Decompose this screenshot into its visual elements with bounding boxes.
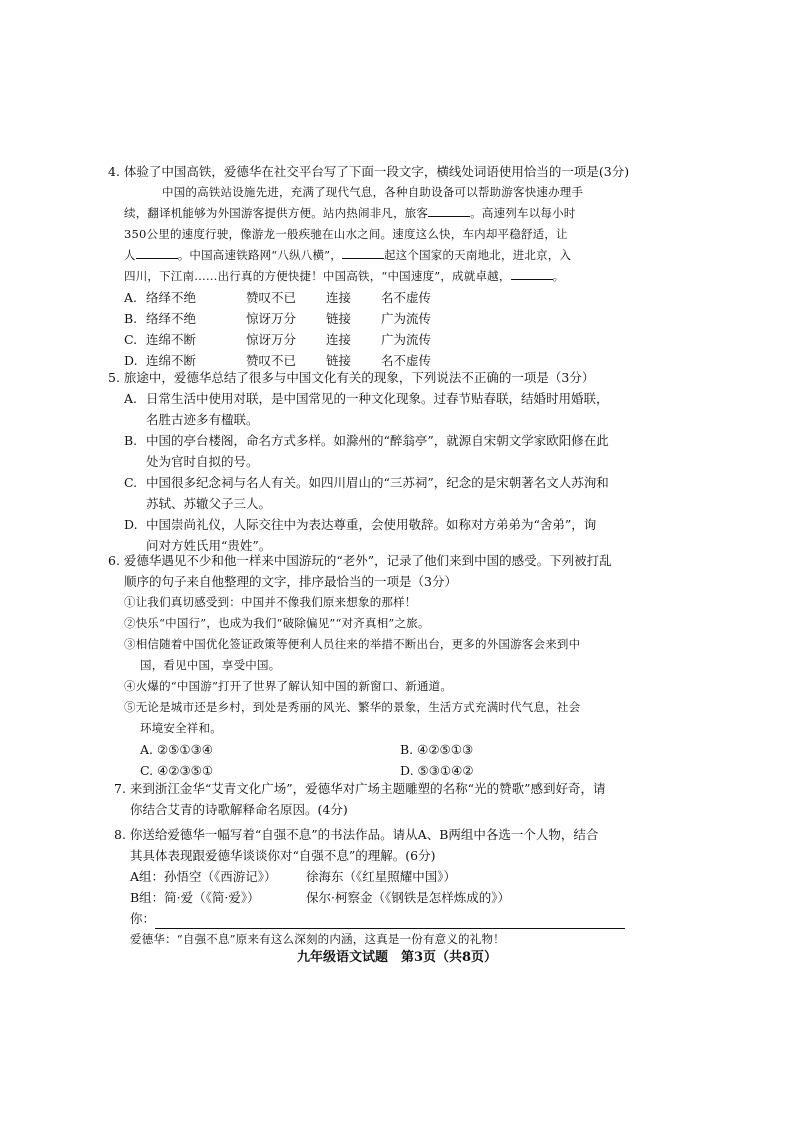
option-d[interactable]: D. 中国崇尚礼仪，人际交往中为表达尊重，会使用敬辞。如称对方弟弟为“舍弟”，询 问对方姓氏用“贵姓”。 (124, 517, 597, 553)
sentence-5: ⑤无论是城市还是乡村，到处是秀丽的风光、繁华的景象，生活方式充满时代气息，社会 (124, 700, 581, 714)
option-d[interactable]: D. ⑤③①④② (400, 763, 474, 778)
passage-line-2: 续，翻译机能够为外国游客提供方便。站内热闹非凡，旅客 。高速列车以每小时 (124, 206, 576, 220)
sentence-2: ②快乐“中国行”，也成为我们“破除偏见”“对齐真相”之旅。 (124, 616, 430, 630)
group-b (114, 887, 754, 908)
option-c[interactable]: C. ④②③⑤① (140, 763, 214, 778)
question-6-options (108, 739, 748, 781)
question-7 (114, 778, 754, 820)
question-8-line-2: 其具体表现跟爱德华谈谈你对“自强不息”的理解。(6分) (130, 848, 436, 863)
option-row[interactable]: C. 连绵不断 惊讶万分 连接 广为流传 (124, 332, 432, 347)
blank-4[interactable] (511, 267, 553, 280)
group-b-left: B组：简·爱（《简·爱》） (130, 890, 260, 905)
question-8-line-1: 8. 你送给爱德华一幅写着“自强不息”的书法作品。请从A、B两组中各选一个人物，结合 (114, 827, 599, 842)
option-a[interactable]: A. ②⑤①③④ (140, 742, 214, 757)
group-a (114, 866, 754, 887)
group-a-left: A组：孙悟空（《西游记》） (130, 869, 277, 884)
blank-3[interactable] (342, 246, 384, 259)
option-row[interactable]: A. 络绎不绝 赞叹不已 连接 名不虚传 (124, 290, 432, 305)
option-row[interactable]: D. 连绵不断 赞叹不已 链接 名不虚传 (124, 353, 432, 368)
passage-line-4: 人 。中国高速铁路网“八纵八横”， 起这个国家的天南地北，进北京，入 (124, 248, 572, 262)
sentence-5-cont: 环境安全祥和。 (140, 721, 222, 735)
question-4-passage (108, 182, 748, 287)
passage-line-1: 中国的高铁站设施先进，充满了现代气息，各种自助设备可以帮助游客快速办理手 (162, 185, 584, 199)
question-8 (114, 824, 754, 950)
sentence-3-cont: 国，看见中国，享受中国。 (140, 658, 281, 672)
question-5-stem: 5. 旅途中，爱德华总结了很多与中国文化有关的现象，下列说法不正确的一项是（3分） (108, 370, 595, 385)
answer-row (114, 908, 754, 929)
question-4 (108, 161, 748, 371)
question-7-line-1: 7. 来到浙江金华“艾青文化广场”，爱德华对广场主题雕塑的名称“光的赞歌”感到好奇，请 (114, 781, 606, 796)
option-c[interactable]: C. 中国很多纪念祠与名人有关。如四川眉山的“三苏祠”，纪念的是宋朝著名文人苏洵和 苏轼、苏辙父子三人。 (124, 475, 609, 511)
question-6-stem-2: 顺序的句子来自他整理的文字，排序最恰当的一项是（3分） (124, 574, 457, 589)
sentence-1: ①让我们真切感受到：中国并不像我们原来想象的那样！ (124, 595, 417, 609)
question-5-options (108, 388, 748, 556)
option-b[interactable]: B. ④②⑤①③ (400, 742, 474, 757)
edward-reply: 爱德华：“自强不息”原来有这么深刻的内涵，这真是一份有意义的礼物！ (130, 932, 505, 946)
passage-line-5: 四川，下江南……出行真的方便快捷！中国高铁，“中国速度”，成就卓越， 。 (124, 269, 565, 283)
group-b-right: 保尔·柯察金（《钢铁是怎样炼成的》） (306, 890, 510, 905)
question-6-sentences (108, 592, 748, 739)
sentence-3: ③相信随着中国优化签证政策等便利人员往来的举措不断出台，更多的外国游客会来到中 (124, 637, 581, 651)
option-row[interactable]: B. 络绎不绝 惊讶万分 链接 广为流传 (124, 311, 432, 326)
group-a-right: 徐海东（《红星照耀中国》） (306, 869, 457, 884)
question-6-stem-1: 6. 爱德华遇见不少和他一样来中国游玩的“老外”，记录了他们来到中国的感受。下列被打乱 (108, 553, 612, 568)
page-footer: 九年级语文试题 第3页（共8页） (296, 950, 498, 965)
question-4-options (108, 287, 748, 371)
answer-line[interactable] (155, 914, 625, 929)
answer-label: 你： (130, 911, 156, 926)
question-4-stem: 4. 体验了中国高铁，爱德华在社交平台写了下面一段文字，横线处词语使用恰当的一项是(3分) (108, 164, 630, 179)
blank-1[interactable] (428, 204, 470, 217)
question-7-line-2: 你结合艾青的诗歌解释命名原因。(4分) (130, 802, 348, 817)
blank-2[interactable] (136, 246, 178, 259)
option-a[interactable]: A. 日常生活中使用对联，是中国常见的一种文化现象。过春节贴春联，结婚时用婚联， 名胜古迹多有楹联。 (124, 391, 609, 427)
passage-line-3: 350公里的速度行驶，像游龙一般疾驰在山水之间。速度这么快，车内却平稳舒适，让 (124, 227, 568, 241)
question-6 (108, 550, 748, 781)
question-5 (108, 367, 748, 556)
sentence-4: ④火爆的“中国游”打开了世界了解认知中国的新窗口、新通道。 (124, 679, 453, 693)
option-b[interactable]: B. 中国的亭台楼阁，命名方式多样。如滁州的“醉翁亭”，就源自宋朝文学家欧阳修在此 处为官时自拟的号。 (124, 433, 609, 469)
